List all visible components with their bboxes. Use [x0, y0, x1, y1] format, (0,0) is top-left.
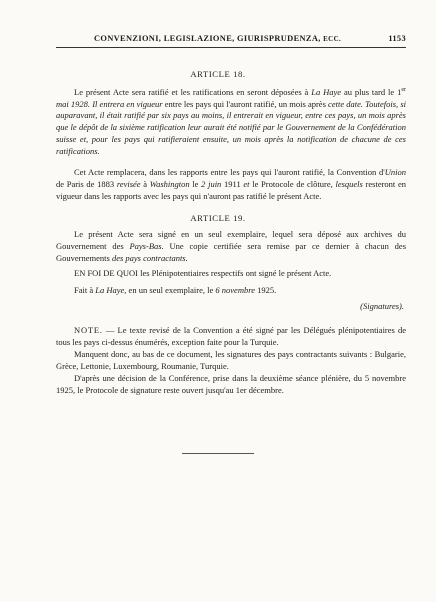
a18p1-text-4: mai 1928. [56, 98, 91, 109]
a18p1-text-3: au plus tard le 1 [341, 86, 402, 97]
a19p1-text-2: Pays-Bas. [129, 240, 164, 251]
a18p1-text-7: cette date. Toutefois, si auparavant, il était ratifié par six pays au moins, il entrerait en vigueur, entre ces pays, un mois après que le dépôt de la sixième ratification leur aurait été notifié par le Gouvernement de la Confédération suisse et, pour les pays qui ratifieraient ensuite, un mois après la notification de chacune de ces ratifications. [56, 98, 406, 156]
a19p3-text-2: La Haye, [95, 285, 127, 295]
note-text-1: — Le texte revisé de la Convention a été signé par les Délégués plénipotentiaires de tous les pays ci-dessus énumérés, exception faite pour la Turquie. [56, 325, 406, 347]
note-label: NOTE. [74, 325, 103, 335]
note-text-3: D'après une décision de la Conférence, prise dans la deuxième séance plénière, du 5 novembre 1925, le Protocole de signature reste ouvert jusqu'au 1er décembre. [56, 373, 406, 395]
a19p3-text-1: Fait à [74, 285, 96, 295]
a19p1-text-4: des pays contractants. [111, 252, 188, 263]
article-18-paragraph-1 [56, 85, 406, 158]
header-title-suffix: ECC. [323, 35, 342, 43]
a18p1-text-1: Le présent Acte sera ratifié et les ratifications en seront déposées à [74, 86, 312, 97]
article-18-heading: ARTICLE 18. [190, 69, 246, 79]
a18p2-text-4: revisée [116, 178, 141, 189]
a19p2-text: EN FOI DE QUOI les Plénipotentiaires respectifs ont signé le présent Acte. [74, 268, 332, 278]
a18p2-text-8: 2 juin [201, 178, 222, 189]
a18p1-text-6: entre les pays qui l'auront ratifié, un mois après [162, 98, 329, 109]
a18p2-text-12: lesquels [335, 178, 363, 189]
a18p2-text-13: resteront en vigueur dans les rapports avec les pays qui n'auront pas ratifié le présent Acte. [56, 178, 407, 201]
note-paragraph-3 [56, 373, 406, 397]
article-19-heading: ARTICLE 19. [190, 213, 246, 223]
a18p2-text-10: et [243, 178, 250, 189]
a19p1-text-3: Une copie certifiée sera remise par ce dernier à chacun des Gouvernements [56, 240, 406, 263]
note-text-2: Manquent donc, au bas de ce document, les signatures des pays contractants suivants : Bulgarie, Grèce, Lettonie, Luxembourg, Roumanie, Turquie. [56, 349, 406, 371]
page-number: 1153 [388, 34, 406, 43]
article-18-paragraph-2 [56, 167, 406, 202]
running-header [56, 34, 406, 48]
article-19-paragraph-1 [56, 229, 406, 264]
a18p2-text-5: à [140, 178, 150, 189]
note-paragraph-1 [56, 325, 406, 349]
a18p2-text-6: Washington [149, 178, 190, 189]
a18p2-text-9: 1911 [221, 178, 244, 189]
a18p2-text-1: Cet Acte remplacera, dans les rapports entre les pays qui l'auront ratifié, la Convention d' [74, 167, 385, 177]
a18p2-text-3: de Paris de 1883 [56, 178, 117, 189]
section-divider [182, 453, 254, 454]
article-19-paragraph-2 [56, 268, 406, 280]
a18p2-text-7: le [189, 178, 202, 189]
signatures-line [360, 301, 404, 311]
a19p3-text-3: en un seul exemplaire, le [126, 285, 216, 295]
note-paragraph-2 [56, 349, 406, 373]
a19p3-text-5: 1925. [254, 285, 277, 295]
header-title [94, 34, 341, 43]
signatures-text: (Signatures). [360, 301, 404, 311]
a18p1-text-5: Il entrera en vigueur [90, 98, 163, 109]
a18p2-text-2: Union [384, 167, 406, 177]
header-title-text: CONVENZIONI, LEGISLAZIONE, GIURISPRUDENZA, [94, 34, 321, 43]
a18p2-text-11: le Protocole de clôture, [249, 178, 336, 189]
a18p1-sup: er [401, 87, 406, 93]
a18p1-text-2: La Haye [311, 86, 342, 97]
a19p3-text-4: 6 novembre [215, 285, 255, 295]
article-19-paragraph-3 [56, 285, 406, 297]
a19p1-text-1: Le présent Acte sera signé en un seul exemplaire, lequel sera déposé aux archives du Gouvernement des [56, 229, 406, 251]
